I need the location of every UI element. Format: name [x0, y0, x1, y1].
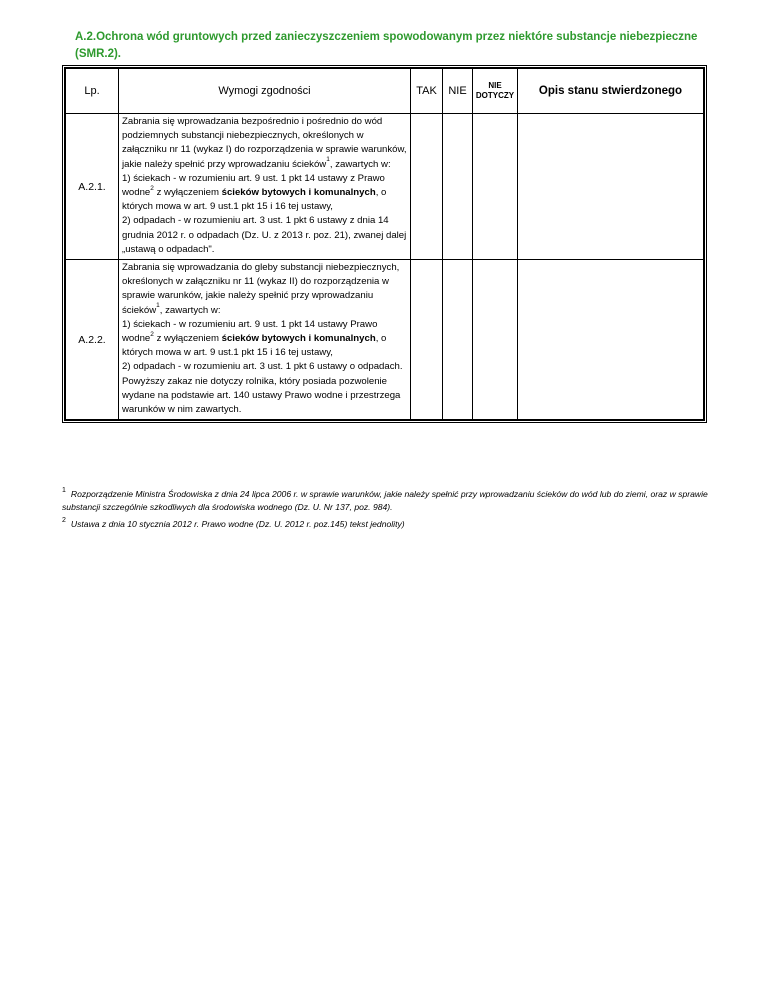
header-requirements: Wymogi zgodności	[119, 69, 411, 114]
req-line: 1) ściekach - w rozumieniu art. 9 ust. 1 pkt 14 ustawy z Prawo wodne	[122, 172, 385, 199]
footnote-ref: 2	[150, 330, 154, 338]
req-line: z wyłączeniem	[153, 187, 222, 199]
req-bold: ścieków bytowych i komunalnych	[221, 333, 376, 345]
table-row	[66, 114, 704, 260]
footnote-text: Rozporządzenie Ministra Środowiska z dnia 24 lipca 2006 r. w sprawie warunków, jakie należy spełnić przy wprowadzaniu ścieków do wód lub do ziemi, oraz w sprawie substancji szczególnie szkodliwych dla środowiska wodnego (Dz. U. Nr 137, poz. 984).	[62, 489, 708, 512]
requirement-text	[119, 114, 411, 260]
table-header-row	[66, 69, 704, 114]
header-nie-dotyczy-line1: NIE	[488, 81, 502, 90]
nie-cell[interactable]	[443, 260, 473, 420]
footnote-mark: 2	[62, 517, 66, 525]
footnote-ref: 1	[156, 302, 160, 310]
footnote-ref: 1	[326, 156, 330, 164]
header-nie-dotyczy-line2: DOTYCZY	[475, 91, 515, 100]
footnote-2	[62, 518, 712, 531]
req-line: Zabrania się wprowadzania bezpośrednio i pośrednio do wód podziemnych substancji niebezpiecznych, określonych w załączniku nr 11 (wykaz I) do rozporządzenia w sprawie warunków, jakie należy spełnić przy wprowadzaniu ścieków	[122, 116, 407, 170]
req-line: , zawartych w:	[159, 304, 221, 316]
table-row	[66, 260, 704, 420]
header-tak: TAK	[411, 69, 443, 114]
compliance-table	[62, 65, 707, 423]
req-line: 2) odpadach - w rozumieniu art. 3 ust. 1 pkt 6 ustawy z dnia 14 grudnia 2012 r. o odpadach (Dz. U. z 2013 r. poz. 21), zwanej dalej „ustawą o odpadach".	[122, 215, 407, 255]
footnote-1	[62, 488, 712, 514]
opis-cell[interactable]	[518, 114, 704, 260]
header-opis: Opis stanu stwierdzonego	[518, 69, 704, 114]
nie-cell[interactable]	[443, 114, 473, 260]
header-nie-dotyczy	[473, 69, 518, 114]
req-line: 2) odpadach - w rozumieniu art. 3 ust. 1 pkt 6 ustawy o odpadach.	[122, 361, 403, 373]
tak-cell[interactable]	[411, 114, 443, 260]
row-number: A.2.2.	[66, 260, 119, 420]
opis-cell[interactable]	[518, 260, 704, 420]
tak-cell[interactable]	[411, 260, 443, 420]
nie-dotyczy-cell[interactable]	[473, 114, 518, 260]
nie-dotyczy-cell[interactable]	[473, 260, 518, 420]
req-line: Powyższy zakaz nie dotyczy rolnika, który posiada pozwolenie wydane na podstawie art. 140 ustawy Prawo wodne i przestrzega warunków w nim zawartych.	[122, 375, 401, 416]
section-heading: A.2.Ochrona wód gruntowych przed zanieczyszczeniem spowodowanym przez niektóre substancje niebezpieczne (SMR.2).	[75, 31, 698, 60]
req-bold: ścieków bytowych i komunalnych	[221, 187, 376, 199]
footnote-text: Ustawa z dnia 10 stycznia 2012 r. Prawo wodne (Dz. U. 2012 r. poz.145) tekst jednolity)	[70, 519, 405, 529]
requirement-text	[119, 260, 411, 420]
row-number: A.2.1.	[66, 114, 119, 260]
req-line: z wyłączeniem	[153, 333, 222, 345]
footnote-ref: 2	[150, 184, 154, 192]
header-nie: NIE	[443, 69, 473, 114]
footnote-mark: 1	[62, 487, 66, 495]
req-line: , o których mowa w art. 9 ust.1 pkt 15 i 16 tej ustawy,	[122, 187, 387, 213]
req-line: , o których mowa w art. 9 ust.1 pkt 15 i 16 tej ustawy,	[122, 333, 387, 359]
req-line: , zawartych w:	[329, 158, 391, 170]
req-line: Zabrania się wprowadzania do gleby substancji niebezpiecznych, określonych w załączniku nr 11 (wykaz II) do rozporządzenia w sprawie warunków, jakie należy spełnić przy wprowadzaniu ścieków	[122, 262, 400, 316]
req-line: 1) ściekach - w rozumieniu art. 9 ust. 1 pkt 14 ustawy Prawo wodne	[122, 318, 378, 345]
header-lp: Lp.	[66, 69, 119, 114]
